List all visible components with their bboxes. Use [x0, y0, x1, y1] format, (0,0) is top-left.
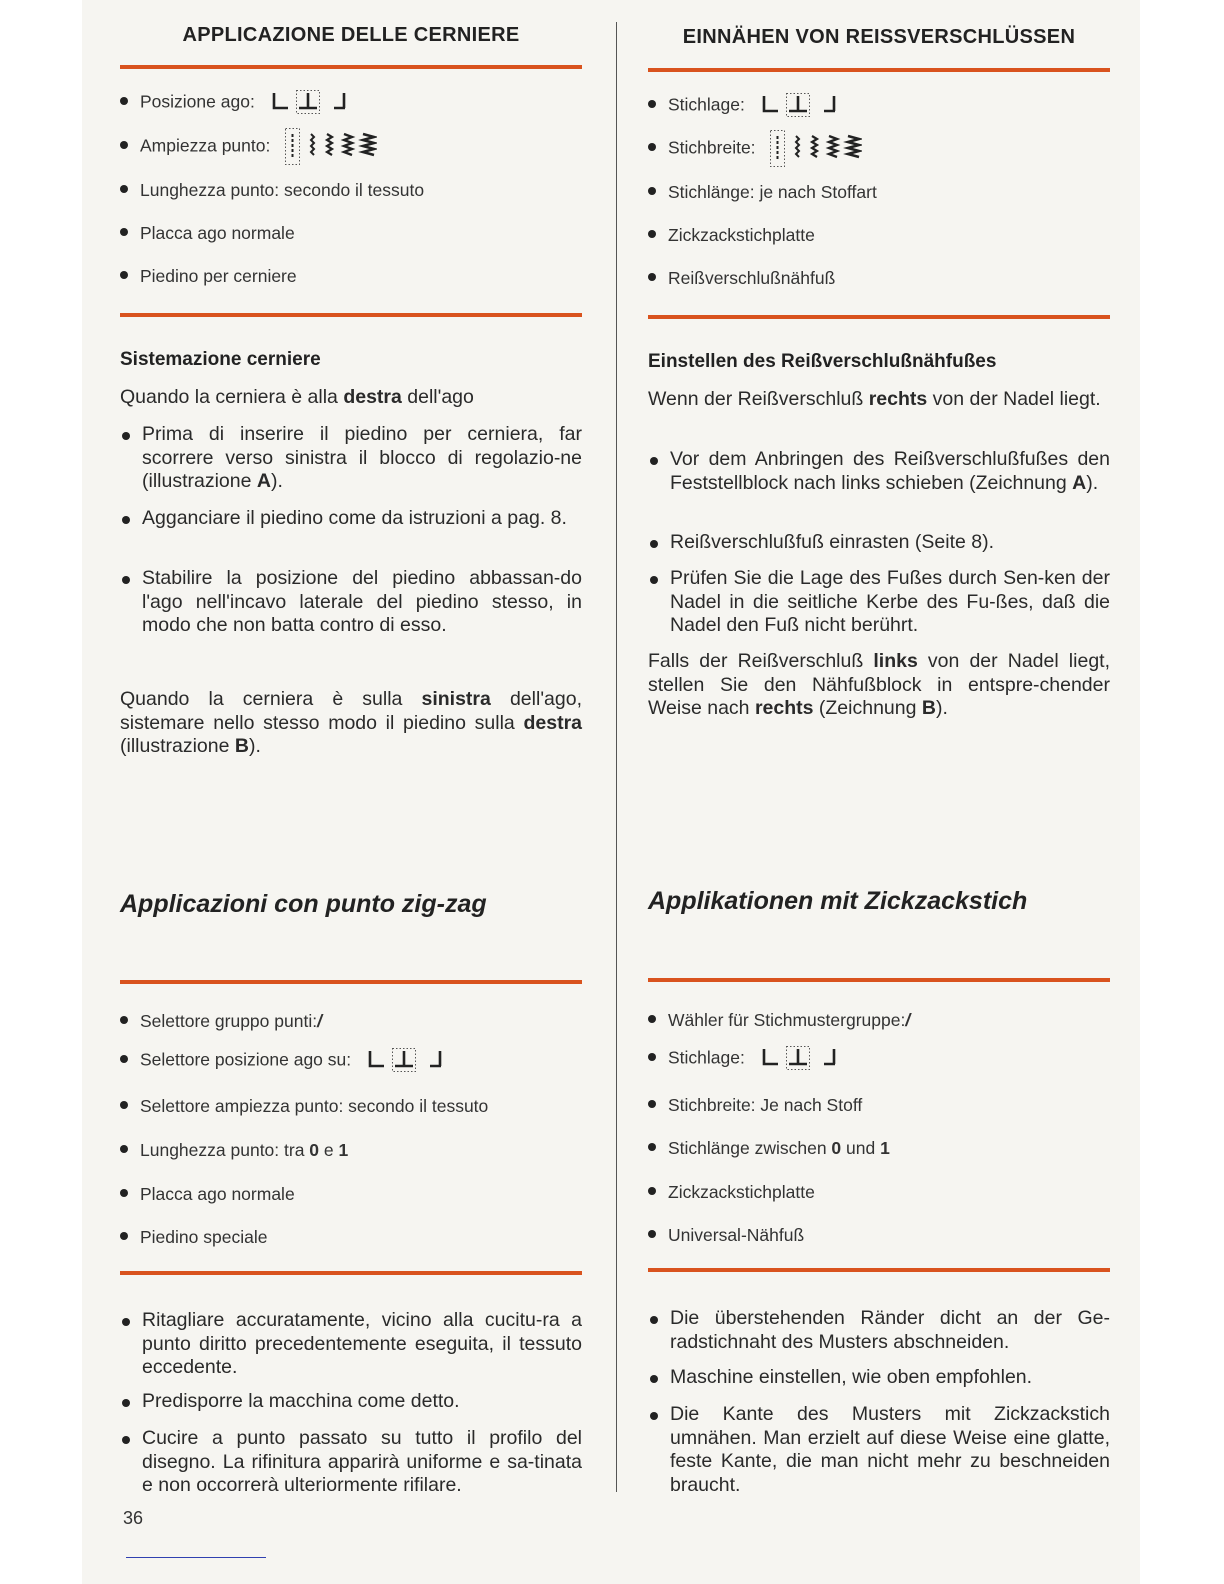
bullet-icon — [120, 1232, 128, 1240]
it-spec-needle-position: Posizione ago: — [120, 90, 350, 116]
de-spec-stitch-width: Stichbreite: — [648, 130, 862, 168]
bullet-icon — [120, 1016, 128, 1024]
bullet-icon — [650, 1375, 658, 1383]
needle-position-icon — [760, 1046, 840, 1072]
bullet-icon — [648, 187, 656, 195]
needle-position-icon — [760, 93, 840, 119]
de-final-step-2: Maschine einstellen, wie oben empfohlen. — [648, 1366, 1110, 1390]
bullet-icon — [120, 271, 128, 279]
bullet-icon — [120, 97, 128, 105]
it-final-step-3: Cucire a punto passato su tutto il profilo del disegno. La rifinitura apparirà uniforme e sa-tinata e non occorrerà ulteriormente rifilare. — [120, 1427, 582, 1498]
de-rule-2 — [648, 315, 1110, 319]
page-number: 36 — [123, 1508, 144, 1528]
it-spec2-needle-position: Selettore posizione ago su: — [120, 1048, 446, 1074]
it-step-2: Agganciare il piedino come da istruzioni a pag. 8. — [120, 507, 582, 531]
de-section-title: Applikationen mit Zickzackstich — [648, 887, 1028, 915]
it-subheading: Sistemazione cerniere — [120, 349, 321, 370]
bullet-icon — [650, 1316, 658, 1324]
it-rule-4 — [120, 1271, 582, 1275]
de-spec2-width: Stichbreite: Je nach Stoff — [648, 1095, 862, 1116]
de-spec-stitch-length: Stichlänge: je nach Stoffart — [648, 182, 877, 203]
bullet-icon — [120, 141, 128, 149]
it-rule-2 — [120, 313, 582, 317]
bullet-icon — [650, 576, 658, 584]
needle-position-icon — [270, 90, 350, 116]
it-spec-foot: Piedino per cerniere — [120, 266, 297, 287]
de-final-step-1: Die überstehenden Ränder dicht an der Ge-radstichnaht des Musters abschneiden. — [648, 1307, 1110, 1354]
it-spec-needle-plate: Placca ago normale — [120, 223, 295, 244]
it-final-step-2: Predisporre la macchina come detto. — [120, 1390, 582, 1414]
it-spec2-foot: Piedino speciale — [120, 1227, 267, 1248]
zigzag-width-icon — [770, 130, 862, 168]
bullet-icon — [648, 143, 656, 151]
bullet-icon — [650, 540, 658, 548]
de-spec-needle-plate: Zickzackstichplatte — [648, 225, 815, 246]
bullet-icon — [120, 1145, 128, 1153]
it-spec-stitch-length: Lunghezza punto: secondo il tessuto — [120, 180, 424, 201]
bullet-icon — [648, 1187, 656, 1195]
de-spec2-group: Wähler für Stichmustergruppe:/ — [648, 1010, 910, 1031]
bullet-icon — [120, 185, 128, 193]
de-spec2-length: Stichlänge zwischen 0 und 1 — [648, 1138, 890, 1159]
it-rule-3 — [120, 980, 582, 984]
it-step-3: Stabilire la posizione del piedino abbassan-do l'ago nell'incavo laterale del piedino stesso, in modo che non batta contro di esso. — [120, 567, 582, 638]
bullet-icon — [650, 1412, 658, 1420]
it-rule-1 — [120, 65, 582, 69]
it-spec2-width: Selettore ampiezza punto: secondo il tessuto — [120, 1096, 488, 1117]
de-rule-4 — [648, 1268, 1110, 1272]
it-outro: Quando la cerniera è sulla sinistra dell'ago, sistemare nello stesso modo il piedino sulla destra (illustrazione B). — [120, 688, 582, 757]
it-section-title: Applicazioni con punto zig-zag — [120, 890, 487, 918]
bullet-icon — [650, 457, 658, 465]
bullet-icon — [648, 1015, 656, 1023]
de-intro: Wenn der Reißverschluß rechts von der Nadel liegt. — [648, 388, 1101, 410]
bullet-icon — [648, 273, 656, 281]
de-step-1: Vor dem Anbringen des Reißverschlußfußes den Feststellblock nach links schieben (Zeichnung A). — [648, 448, 1110, 495]
it-intro: Quando la cerniera è alla destra dell'ago — [120, 386, 474, 408]
column-divider — [616, 22, 617, 1492]
scan-mark — [126, 1557, 266, 1558]
bullet-icon — [648, 100, 656, 108]
de-spec2-foot: Universal-Nähfuß — [648, 1225, 804, 1246]
de-step-2: Reißverschlußfuß einrasten (Seite 8). — [648, 531, 1110, 555]
it-step-1: Prima di inserire il piedino per cerniera, far scorrere verso sinistra il blocco di regolazio-ne (illustrazione A). — [120, 423, 582, 494]
de-rule-1 — [648, 68, 1110, 72]
it-spec2-length: Lunghezza punto: tra 0 e 1 — [120, 1140, 348, 1161]
bullet-icon — [120, 1101, 128, 1109]
it-spec2-plate: Placca ago normale — [120, 1184, 295, 1205]
bullet-icon — [120, 228, 128, 236]
it-final-step-1: Ritagliare accuratamente, vicino alla cucitu-ra a punto diritto precedentemente eseguita, il tessuto eccedente. — [120, 1309, 582, 1380]
de-step-3: Prüfen Sie die Lage des Fußes durch Sen-ken der Nadel in die seitliche Kerbe des Fu-ßes, daß die Nadel den Fuß nicht berührt. — [648, 567, 1110, 638]
bullet-icon — [120, 1055, 128, 1063]
bullet-icon — [122, 516, 130, 524]
bullet-icon — [122, 432, 130, 440]
bullet-icon — [122, 1399, 130, 1407]
de-spec-foot: Reißverschlußnähfuß — [648, 268, 835, 289]
de-final-step-3: Die Kante des Musters mit Zickzackstich umnähen. Man erzielt auf diese Weise eine glatte, feste Kante, die man nicht mehr zu beschneiden braucht. — [648, 1403, 1110, 1497]
bullet-icon — [122, 1318, 130, 1326]
bullet-icon — [648, 230, 656, 238]
de-outro: Falls der Reißverschluß links von der Nadel liegt, stellen Sie den Nähfußblock in entspre-chender Weise nach rechts (Zeichnung B). — [648, 650, 1110, 719]
de-spec2-plate: Zickzackstichplatte — [648, 1182, 815, 1203]
it-spec-stitch-width: Ampiezza punto: — [120, 128, 377, 166]
de-subheading: Einstellen des Reißverschlußnähfußes — [648, 351, 997, 372]
bullet-icon — [648, 1053, 656, 1061]
de-rule-3 — [648, 978, 1110, 982]
needle-position-icon — [366, 1048, 446, 1074]
bullet-icon — [648, 1100, 656, 1108]
bullet-icon — [648, 1230, 656, 1238]
zigzag-width-icon — [285, 128, 377, 166]
it-heading: APPLICAZIONE DELLE CERNIERE — [182, 24, 520, 46]
it-spec2-group: Selettore gruppo punti:/ — [120, 1011, 322, 1032]
bullet-icon — [120, 1189, 128, 1197]
bullet-icon — [122, 576, 130, 584]
bullet-icon — [122, 1436, 130, 1444]
de-heading: EINNÄHEN VON REISSVERSCHLÜSSEN — [682, 26, 1076, 48]
de-spec2-needle-position: Stichlage: — [648, 1046, 840, 1072]
bullet-icon — [648, 1143, 656, 1151]
de-spec-needle-position: Stichlage: — [648, 93, 840, 119]
